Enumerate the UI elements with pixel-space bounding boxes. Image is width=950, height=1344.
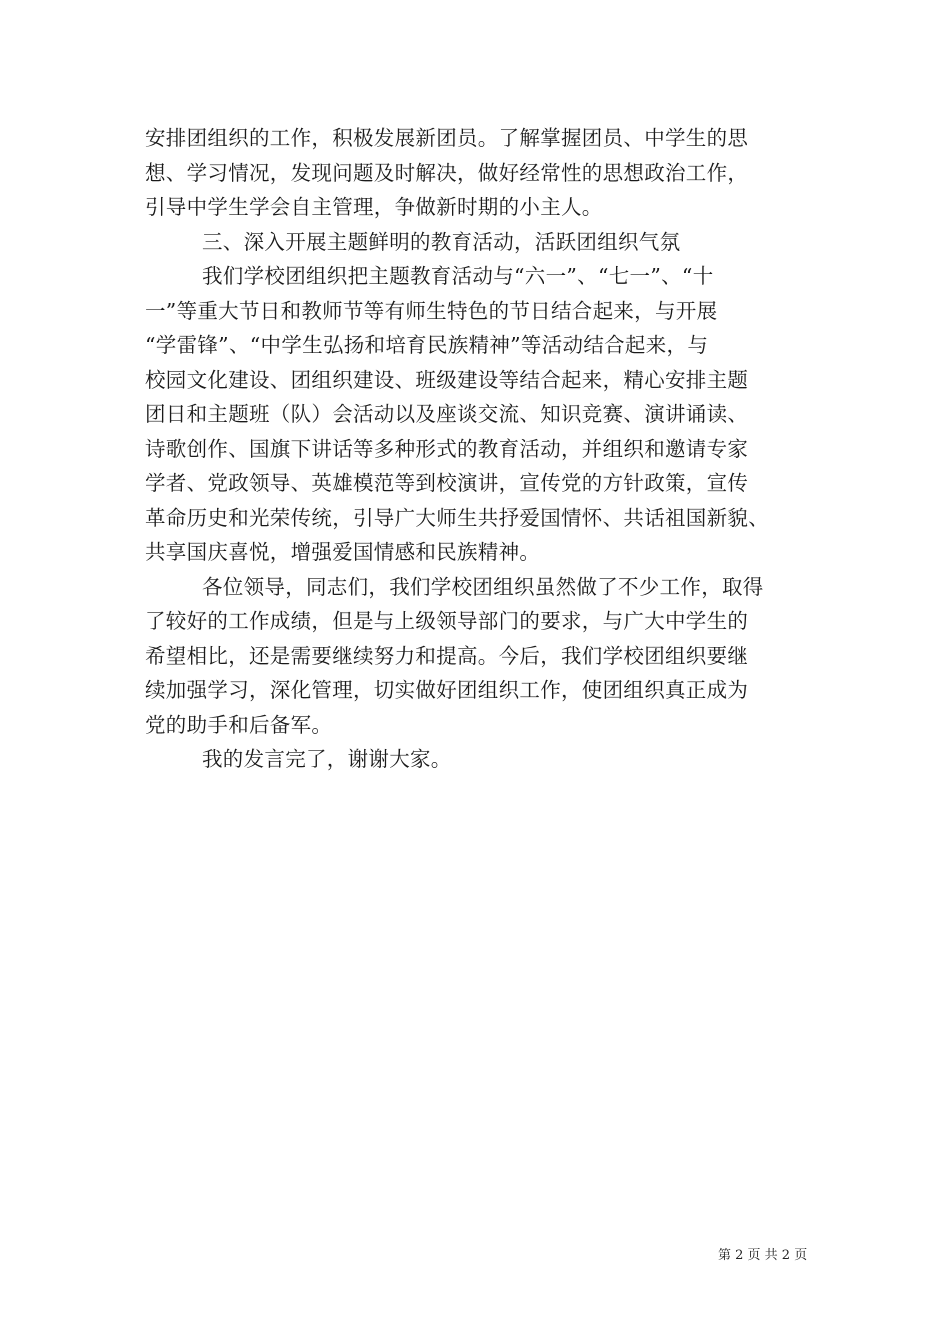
text-line: 希望相比，还是需要继续努力和提高。今后，我们学校团组织要继 (145, 643, 749, 668)
document-body (145, 121, 810, 777)
text-line: 安排团组织的工作，积极发展新团员。了解掌握团员、中学生的思 (145, 126, 749, 150)
text-line: 续加强学习，深化管理，切实做好团组织工作，使团组织真正成为 (145, 678, 749, 702)
text-line: “学雷锋”、“中学生弘扬和培育民族精神”等活动结合起来，与 (145, 333, 709, 357)
text-line: 诗歌创作、国旗下讲话等多种形式的教育活动，并组织和邀请专家 (145, 436, 749, 461)
text-line: 学者、党政领导、英雄模范等到校演讲，宣传党的方针政策，宣传 (145, 471, 749, 495)
closing-line: 我的发言完了，谢谢大家。 (202, 747, 452, 771)
text-line: 各位领导，同志们，我们学校团组织虽然做了不少工作，取得 (202, 574, 764, 599)
text-line: 引导中学生学会自主管理，争做新时期的小主人。 (145, 195, 603, 219)
text-line: 革命历史和光荣传统，引导广大师生共抒爱国情怀、共话祖国新貌、 (145, 505, 769, 530)
section-heading: 三、深入开展主题鲜明的教育活动，活跃团组织气氛 (202, 229, 681, 254)
page-number-footer: 第 2 页 共 2 页 (718, 1248, 808, 1263)
text-line: 党的助手和后备军。 (145, 712, 333, 737)
text-line: 共享国庆喜悦，增强爱国情感和民族精神。 (145, 540, 541, 564)
text-line: 团日和主题班（队）会活动以及座谈交流、知识竞赛、演讲诵读、 (145, 402, 749, 426)
text-line: 想、学习情况，发现问题及时解决，做好经常性的思想政治工作， (145, 160, 749, 185)
text-line: 一”等重大节日和教师节等有师生特色的节日结合起来，与开展 (145, 298, 718, 323)
text-line: 了较好的工作成绩，但是与上级领导部门的要求，与广大中学生的 (145, 609, 749, 633)
text-line: 我们学校团组织把主题教育活动与“六一”、“七一”、“十 (202, 264, 714, 288)
text-line: 校园文化建设、团组织建设、班级建设等结合起来，精心安排主题 (145, 367, 749, 392)
